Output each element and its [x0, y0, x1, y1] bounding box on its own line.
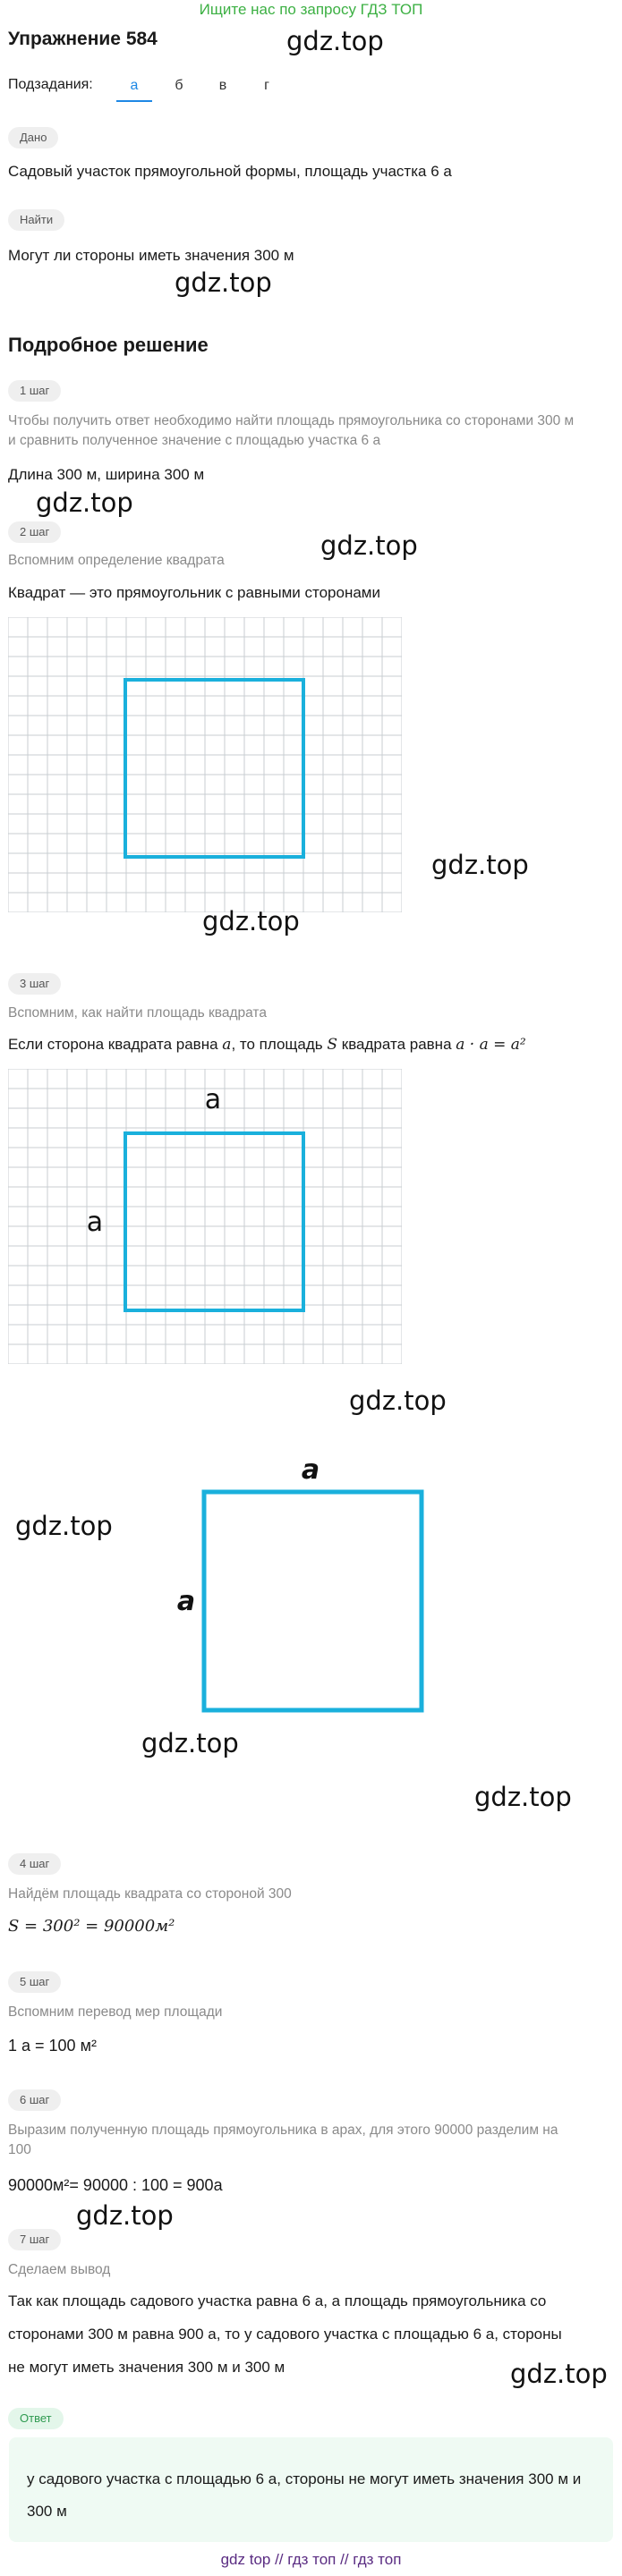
step3-desc: Вспомним, как найти площадь квадрата — [8, 1005, 267, 1021]
given-text: Садовый участок прямоугольной формы, площадь участка 6 а — [8, 163, 452, 180]
find-text: Могут ли стороны иметь значения 300 м — [8, 247, 294, 264]
solution-heading: Подробное решение — [8, 334, 209, 356]
given-chip: Дано — [8, 127, 58, 148]
step1-desc-line2: и сравнить полученное значение с площадью участка 6 а — [8, 433, 381, 448]
side-label-top: a — [204, 1084, 222, 1115]
step3-text-mid1: , то площадь — [231, 1036, 323, 1053]
step5-formula: 1 а = 100 м² — [8, 2037, 97, 2055]
labeled-square-grid-figure — [8, 1069, 402, 1364]
square-outline — [125, 1133, 303, 1310]
tab-g[interactable]: г — [264, 78, 269, 93]
watermark: gdz.top — [202, 906, 300, 936]
step3-text — [8, 1033, 526, 1056]
square-outline — [125, 680, 303, 857]
step3-chip: 3 шаг — [8, 973, 61, 995]
step7-desc: Сделаем вывод — [8, 2262, 111, 2277]
conclusion-line2: сторонами 300 м равна 900 а, то у садового участка с площадью 6 а, стороны — [8, 2326, 562, 2343]
step1-desc-line1: Чтобы получить ответ необходимо найти площадь прямоугольника со сторонами 300 м — [8, 413, 575, 428]
watermark: gdz.top — [349, 1385, 447, 1416]
step5-chip: 5 шаг — [8, 1971, 61, 1993]
step6-formula: 90000м²= 90000 : 100 = 900а — [8, 2176, 223, 2194]
watermark: gdz.top — [431, 850, 529, 880]
grid-lines — [8, 617, 402, 912]
watermark: gdz.top — [76, 2200, 174, 2231]
watermark: gdz.top — [286, 26, 384, 56]
watermark: gdz.top — [320, 530, 418, 561]
area-formula: a · a = a² — [456, 1036, 526, 1054]
watermark: gdz.top — [474, 1782, 572, 1812]
page-title: Упражнение 584 — [8, 29, 158, 49]
conclusion-line1: Так как площадь садового участка равна 6 а, а площадь прямоугольника со — [8, 2292, 547, 2309]
step2-text: Квадрат — это прямоугольник с равными сторонами — [8, 584, 380, 601]
watermark: gdz.top — [141, 1728, 239, 1758]
var-a: a — [222, 1036, 232, 1054]
watermark: gdz.top — [15, 1511, 113, 1541]
step7-chip: 7 шаг — [8, 2229, 61, 2250]
watermark: gdz.top — [36, 487, 133, 518]
answer-chip: Ответ — [8, 2408, 64, 2429]
square-grid-figure — [8, 617, 402, 912]
step4-formula: S = 300² = 90000м² — [8, 1917, 175, 1936]
conclusion-line3: не могут иметь значения 300 м и 300 м — [8, 2359, 285, 2376]
tab-b[interactable]: б — [175, 78, 183, 93]
watermark: gdz.top — [175, 267, 272, 298]
tab-v[interactable]: в — [218, 78, 227, 93]
find-chip: Найти — [8, 209, 64, 231]
promo-banner[interactable]: Ищите нас по запросу ГДЗ ТОП — [199, 1, 423, 18]
footer-links[interactable]: gdz top // гдз топ // гдз топ — [220, 2551, 402, 2568]
subtasks-label: Подзадания: — [8, 77, 93, 92]
var-s: S — [327, 1036, 338, 1054]
step3-text-mid2: квадрата равна — [341, 1036, 452, 1053]
side-label-left: a — [86, 1207, 104, 1238]
side-label-left: a — [176, 1586, 196, 1617]
labeled-square-figure — [166, 1438, 434, 1716]
side-label-top: a — [301, 1454, 320, 1486]
step6-chip: 6 шаг — [8, 2089, 61, 2111]
watermark: gdz.top — [510, 2359, 608, 2389]
tab-a[interactable]: а — [116, 73, 152, 102]
step2-desc: Вспомним определение квадрата — [8, 553, 225, 568]
square-outline — [204, 1492, 422, 1710]
step1-chip: 1 шаг — [8, 380, 61, 402]
step5-desc: Вспомним перевод мер площади — [8, 2004, 223, 2020]
step4-desc: Найдём площадь квадрата со стороной 300 — [8, 1886, 292, 1902]
answer-text: у садового участка с площадью 6 а, стороны не могут иметь значения 300 м и 300 м — [27, 2470, 582, 2520]
step3-text-prefix: Если сторона квадрата равна — [8, 1036, 218, 1053]
step6-desc-line1: Выразим полученную площадь прямоугольника в арах, для этого 90000 разделим на — [8, 2123, 558, 2138]
step6-desc-line2: 100 — [8, 2142, 31, 2157]
step2-chip: 2 шаг — [8, 521, 61, 543]
step4-chip: 4 шаг — [8, 1853, 61, 1875]
step1-text: Длина 300 м, ширина 300 м — [8, 466, 205, 483]
